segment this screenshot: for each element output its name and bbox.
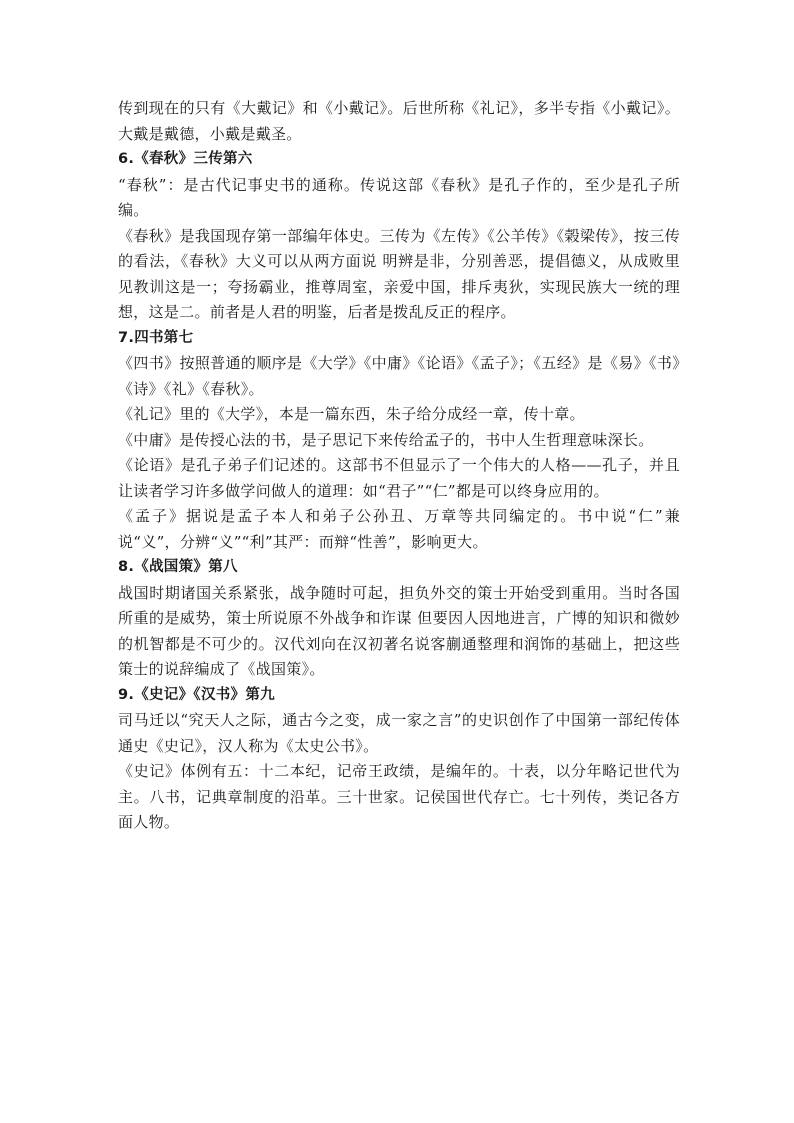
section-heading-shiji-hanshu: 9.《史记》《汉书》第九 [118, 686, 275, 703]
section-heading-zhanguoce: 8.《战国策》第八 [118, 559, 238, 575]
paragraph-zhanguoce: 战国时期诸国关系紧张，战争随时可起，担负外交的策士开始受到重用。当时各国所重的是威势，策士所说原不外战争和诈谋 但要因人因地进言，广博的知识和微妙的机智都是不可少的。汉代刘向在汉初著名说客蒯通整理和润饰的基础上，把这些策士的说辞编成了《战国策》。 [118, 583, 680, 678]
paragraph-chunqiu-three-commentaries: 《春秋》是我国现存第一部编年体史。三传为《左传》《公羊传》《榖梁传》，按三传的看法，《春秋》大义可以从两方面说 明辨是非，分别善恶，提倡德义，从成败里见教训这是一；夸扬霸业，推尊周室，亲爱中国，排斥夷狄，实现民族大一统的理想，这是二。前者是人君的明鉴，后者是拨乱反正的程序。 [118, 226, 680, 321]
section-heading-four-books: 7.四书第七 [118, 329, 194, 346]
paragraph-shiji-structure: 《史记》体例有五：十二本纪，记帝王政绩，是编年的。十表，以分年略记世代为主。八书，记典章制度的沿革。三十世家。记侯国世代存亡。七十列传，类记各方面人物。 [118, 762, 680, 831]
paragraph-lunyu: 《论语》是孔子弟子们记述的。这部书不但显示了一个伟大的人格——孔子，并且让读者学习许多做学问做人的道理：如“君子”“仁”都是可以终身应用的。 [118, 456, 680, 500]
paragraph-four-books-order: 《四书》按照普通的顺序是《大学》《中庸》《论语》《孟子》；《五经》是《易》《书》《诗》《礼》《春秋》。 [118, 354, 680, 398]
document-page [118, 96, 680, 836]
paragraph-liji-editions: 传到现在的只有《大戴记》和《小戴记》。后世所称《礼记》，多半专指《小戴记》。大戴是戴德，小戴是戴圣。 [118, 99, 680, 143]
paragraph-mengzi: 《孟子》据说是孟子本人和弟子公孙丑、万章等共同编定的。书中说“仁”兼说“义”，分辨“义”“利”其严：而辩“性善”，影响更大。 [118, 507, 680, 551]
paragraph-shiji-origin: 司马迁以“究天人之际，通古今之变，成一家之言”的史识创作了中国第一部纪传体通史《史记》，汉人称为《太史公书》。 [118, 711, 680, 755]
paragraph-daxue: 《礼记》里的《大学》，本是一篇东西，朱子给分成经一章，传十章。 [118, 405, 585, 423]
section-heading-chunqiu: 6.《春秋》三传第六 [118, 151, 253, 167]
paragraph-zhongyong: 《中庸》是传授心法的书，是子思记下来传给孟子的，书中人生哲理意味深长。 [118, 430, 654, 449]
paragraph-chunqiu-definition: “春秋”：是古代记事史书的通称。传说这部《春秋》是孔子作的，至少是孔子所编。 [118, 175, 680, 219]
